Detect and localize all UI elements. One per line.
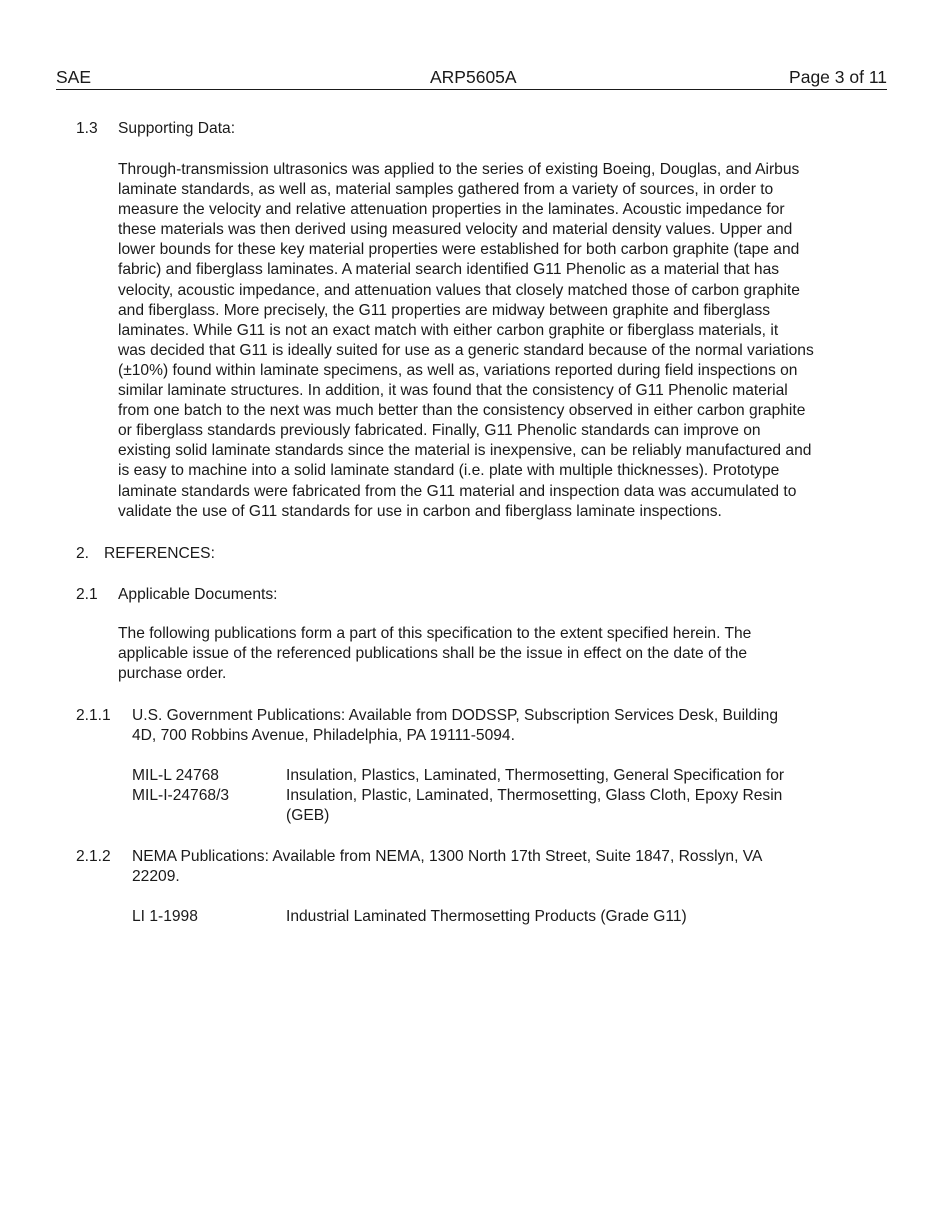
section-body: Through-transmission ultrasonics was applied to the series of existing Boeing, Douglas, and Airbus laminate standards, as well as, material samples gathered from a variety of sources, in order to measure the velocity and relative attenuation properties in the laminates. Acoustic impedance for these materials was then derived using measured velocity and material density values. Upper and lower bounds for these key material properties were established for both carbon graphite (tape and fabric) and fiberglass laminates. A material search identified G11 Phenolic as a material that has velocity, acoustic impedance, and attenuation values that closely matched those of carbon graphite and fiberglass. More precisely, the G11 properties are midway between graphite and fiberglass laminates. While G11 is not an exact match with either carbon graphite or fiberglass materials, it was decided that G11 is ideally suited for use as a generic standard because of the normal variations (±10%) found within laminate specimens, as well as, variations reported during field inspections on similar laminate structures. In addition, it was found that the consistency of G11 Phenolic material from one batch to the next was much better than the consistency observed in either carbon graphite or fiberglass standards previously fabricated. Finally, G11 Phenolic standards can improve on existing solid laminate standards since the material is inexpensive, can be reliably manufactured and is easy to machine into a solid laminate standard (i.e. plate with multiple thicknesses). Prototype laminate standards were fabricated from the G11 material and inspection data was accumulated to validate the use of G11 standards for use in carbon and fiberglass laminate inspections. bbox=[118, 161, 814, 520]
reference-id: MIL-I-24768/3 bbox=[132, 787, 230, 804]
section-number: 2.1 bbox=[76, 586, 98, 603]
reference-row bbox=[132, 766, 852, 786]
section-body: The following publications form a part of this specification to the extent specified herein. The applicable issue of the referenced publications shall be the issue in effect on the date of the purchase order. bbox=[118, 625, 752, 683]
reference-title: Insulation, Plastics, Laminated, Thermosetting, General Specification for bbox=[286, 767, 785, 784]
header-page-number: Page 3 of 11 bbox=[789, 67, 887, 87]
section-number: 2. bbox=[76, 545, 90, 562]
page-header bbox=[56, 67, 887, 90]
header-doc-number: ARP5605A bbox=[430, 67, 517, 87]
section-title: REFERENCES: bbox=[104, 545, 215, 562]
section-number: 1.3 bbox=[76, 120, 98, 137]
reference-title: Industrial Laminated Thermosetting Products (Grade G11) bbox=[286, 908, 687, 925]
reference-id: MIL-L 24768 bbox=[132, 767, 219, 784]
section-text: NEMA Publications: Available from NEMA, 1300 North 17th Street, Suite 1847, Rosslyn, VA 22209. bbox=[132, 848, 763, 886]
section-number: 2.1.2 bbox=[76, 848, 111, 865]
reference-title: Insulation, Plastic, Laminated, Thermosetting, Glass Cloth, Epoxy Resin (GEB) bbox=[286, 787, 783, 825]
reference-row bbox=[132, 786, 852, 826]
header-org: SAE bbox=[56, 67, 92, 87]
section-title: Supporting Data: bbox=[118, 120, 236, 137]
section-text: U.S. Government Publications: Available from DODSSP, Subscription Services Desk, Building 4D, 700 Robbins Avenue, Philadelphia, PA 19111-5094. bbox=[132, 707, 778, 745]
reference-id: LI 1-1998 bbox=[132, 908, 198, 925]
reference-row bbox=[132, 907, 852, 927]
section-title: Applicable Documents: bbox=[118, 586, 278, 603]
section-number: 2.1.1 bbox=[76, 707, 111, 724]
